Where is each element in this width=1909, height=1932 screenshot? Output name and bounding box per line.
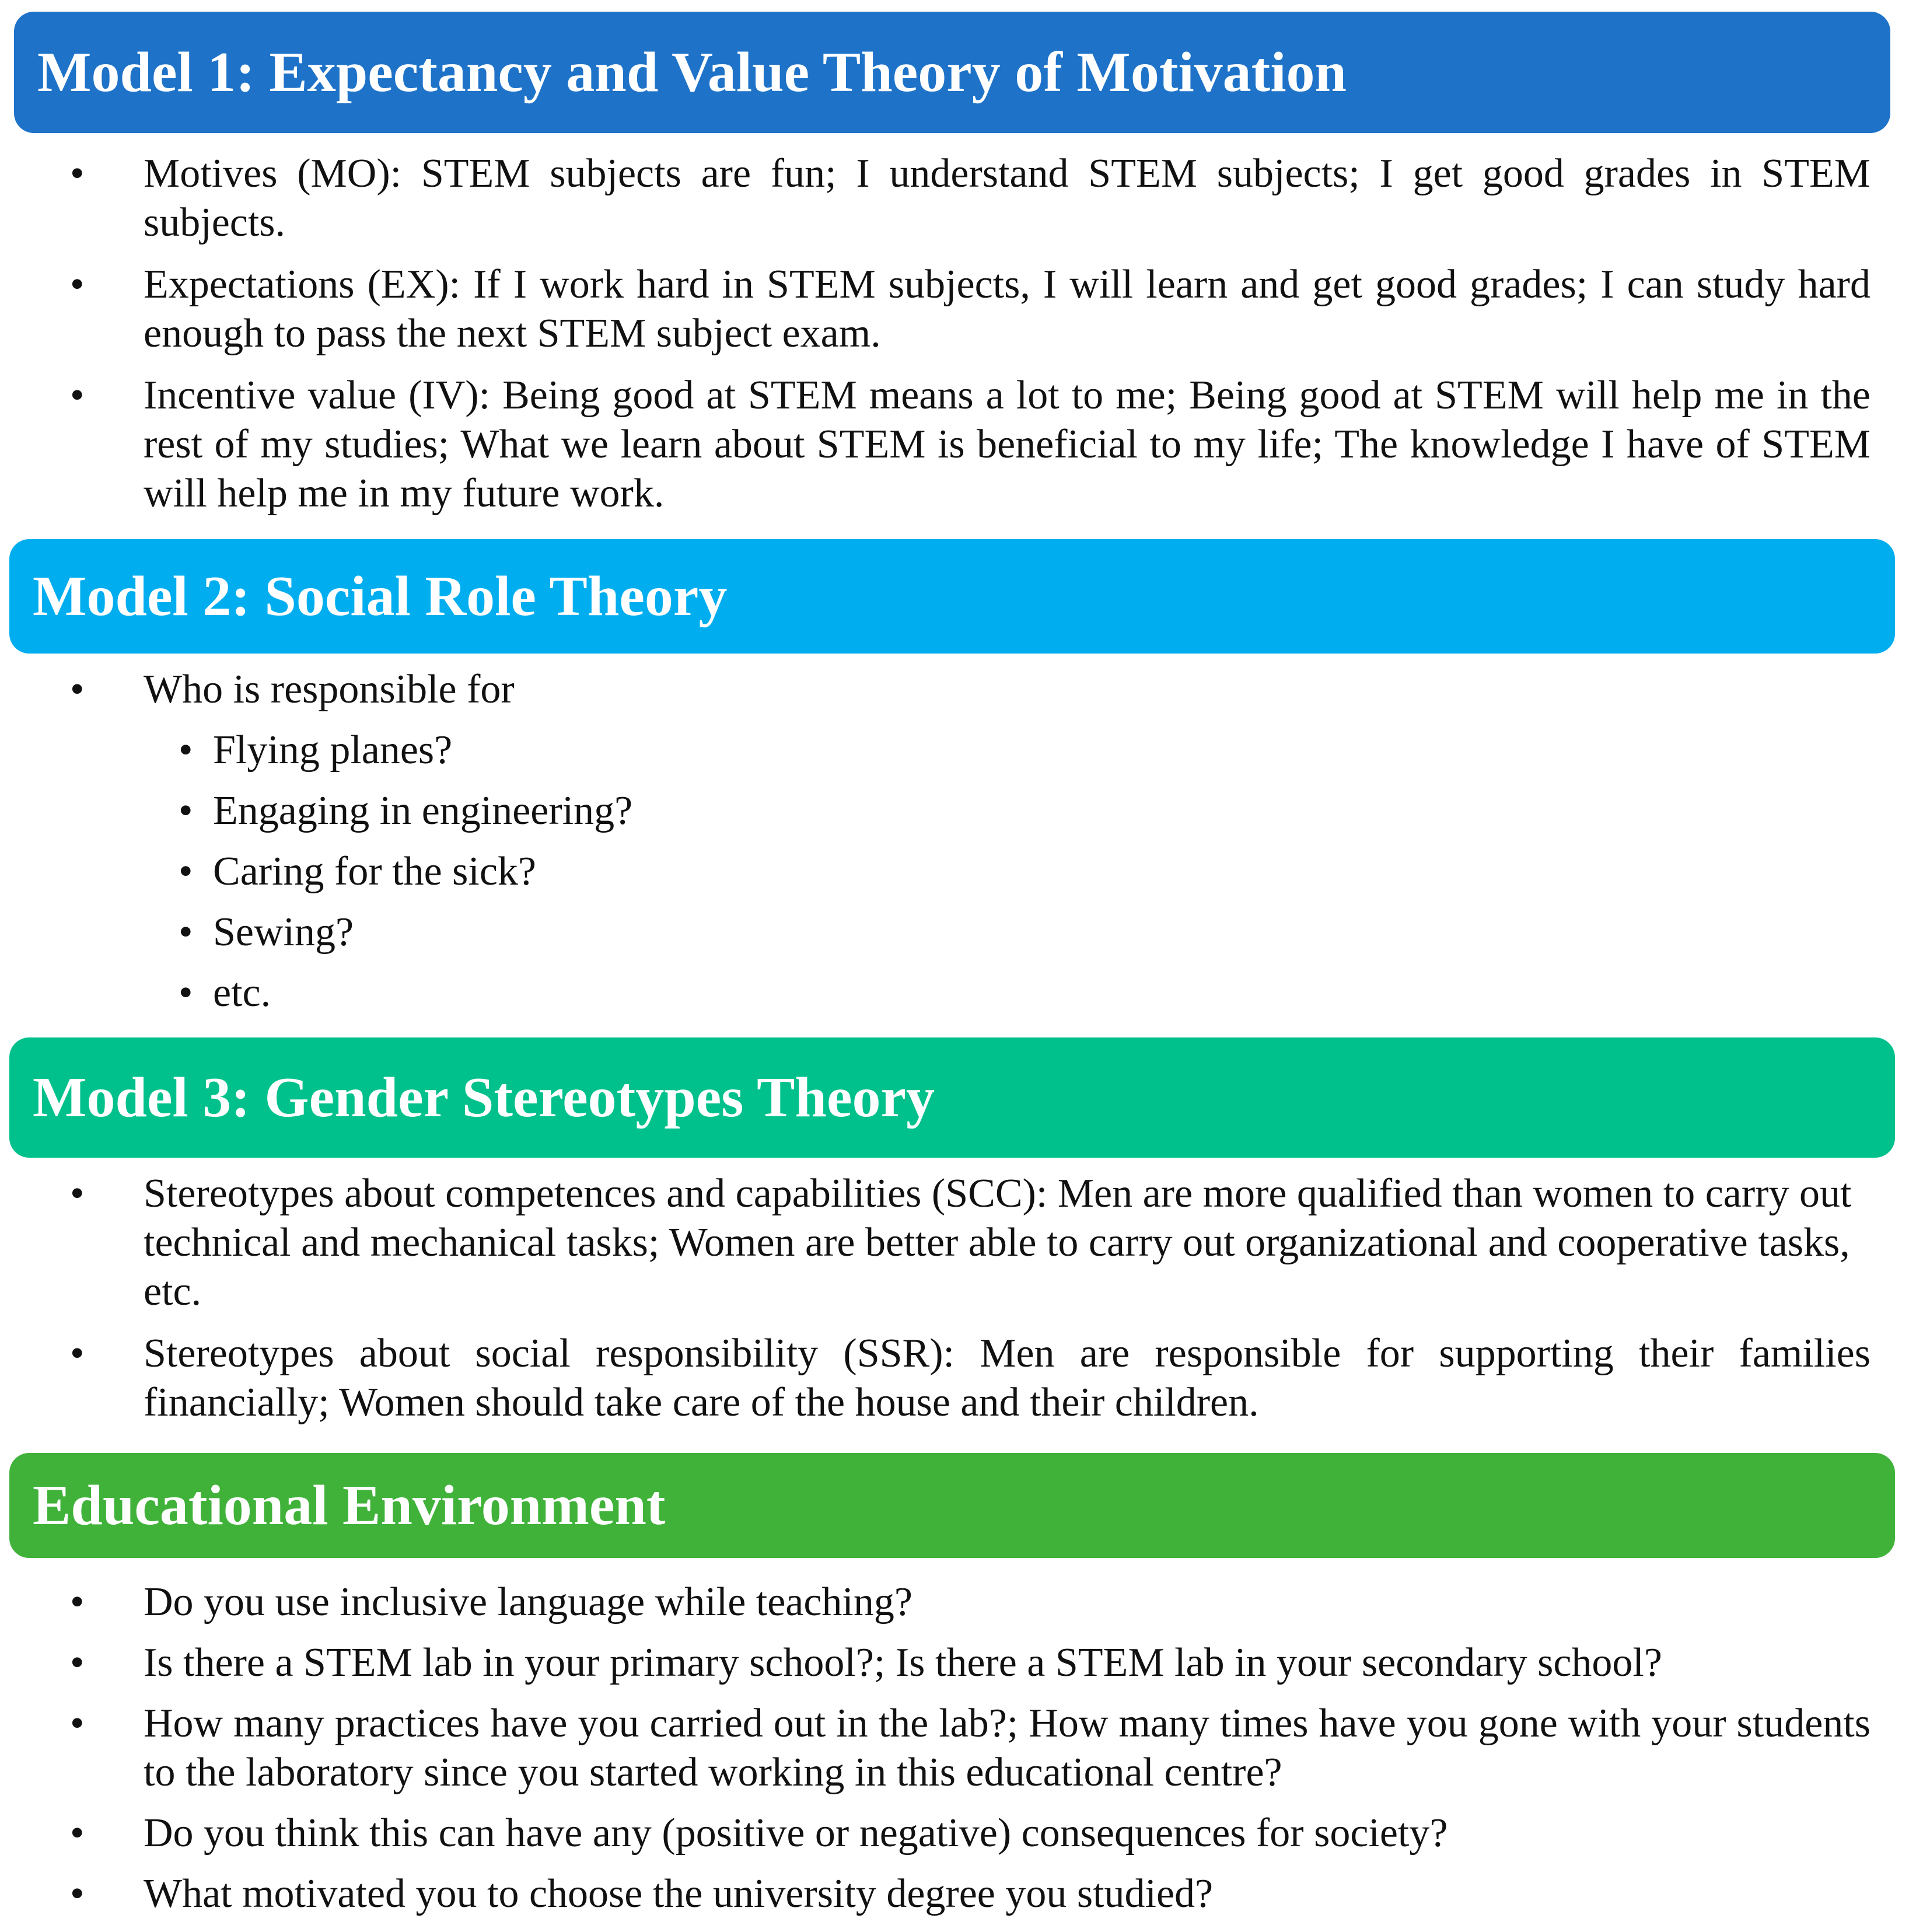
list-item: • Do you think this can have any (positive or negative) consequences for society? bbox=[0, 1809, 1909, 1858]
list-item: • Is there a STEM lab in your primary school?; Is there a STEM lab in your secondary school? bbox=[0, 1638, 1909, 1688]
education-header bbox=[9, 1453, 1895, 1558]
model2-list bbox=[0, 665, 1909, 1018]
model1-title: Model 1: Expectancy and Value Theory of Motivation bbox=[37, 41, 1347, 104]
list-item: • Motives (MO): STEM subjects are fun; I understand STEM subjects; I get good grades in STEM subjects. bbox=[0, 149, 1909, 247]
list-item: • Incentive value (IV): Being good at STEM means a lot to me; Being good at STEM will help me in the rest of my studies; What we learn about STEM is beneficial to my life; The knowledge I have of STEM will help me in my future work. bbox=[0, 371, 1909, 518]
sub-list-item: • etc. bbox=[0, 969, 1909, 1018]
model1-header bbox=[14, 12, 1890, 133]
list-item: • Expectations (EX): If I work hard in STEM subjects, I will learn and get good grades; I can study hard enough to pass the next STEM subject exam. bbox=[0, 260, 1909, 358]
sub-list-item: • Engaging in engineering? bbox=[0, 787, 1909, 836]
education-title: Educational Environment bbox=[33, 1474, 666, 1537]
model3-list bbox=[0, 1169, 1909, 1427]
sub-list-item: • Flying planes? bbox=[0, 726, 1909, 775]
model2-title: Model 2: Social Role Theory bbox=[33, 565, 728, 628]
list-item: • Who is responsible for bbox=[0, 665, 1909, 714]
model1-list bbox=[0, 149, 1909, 518]
list-item: • Stereotypes about competences and capabilities (SCC): Men are more qualified than women to carry out technical and mechanical tasks; Women are better able to carry out organizational and cooperative tasks, etc. bbox=[0, 1169, 1909, 1316]
list-item: • How many practices have you carried out in the lab?; How many times have you gone with your students to the laboratory since you started working in this educational centre? bbox=[0, 1699, 1909, 1797]
list-item: • Do you use inclusive language while teaching? bbox=[0, 1578, 1909, 1627]
list-item: • Stereotypes about social responsibility (SSR): Men are responsible for supporting their families financially; Women should take care of the house and their children. bbox=[0, 1329, 1909, 1427]
sub-list-item: • Sewing? bbox=[0, 908, 1909, 957]
model3-title: Model 3: Gender Stereotypes Theory bbox=[33, 1066, 935, 1129]
education-list bbox=[0, 1578, 1909, 1919]
model3-header bbox=[9, 1037, 1895, 1158]
list-item: • What motivated you to choose the university degree you studied? bbox=[0, 1870, 1909, 1919]
model2-header bbox=[9, 539, 1895, 654]
sub-list-item: • Caring for the sick? bbox=[0, 847, 1909, 896]
